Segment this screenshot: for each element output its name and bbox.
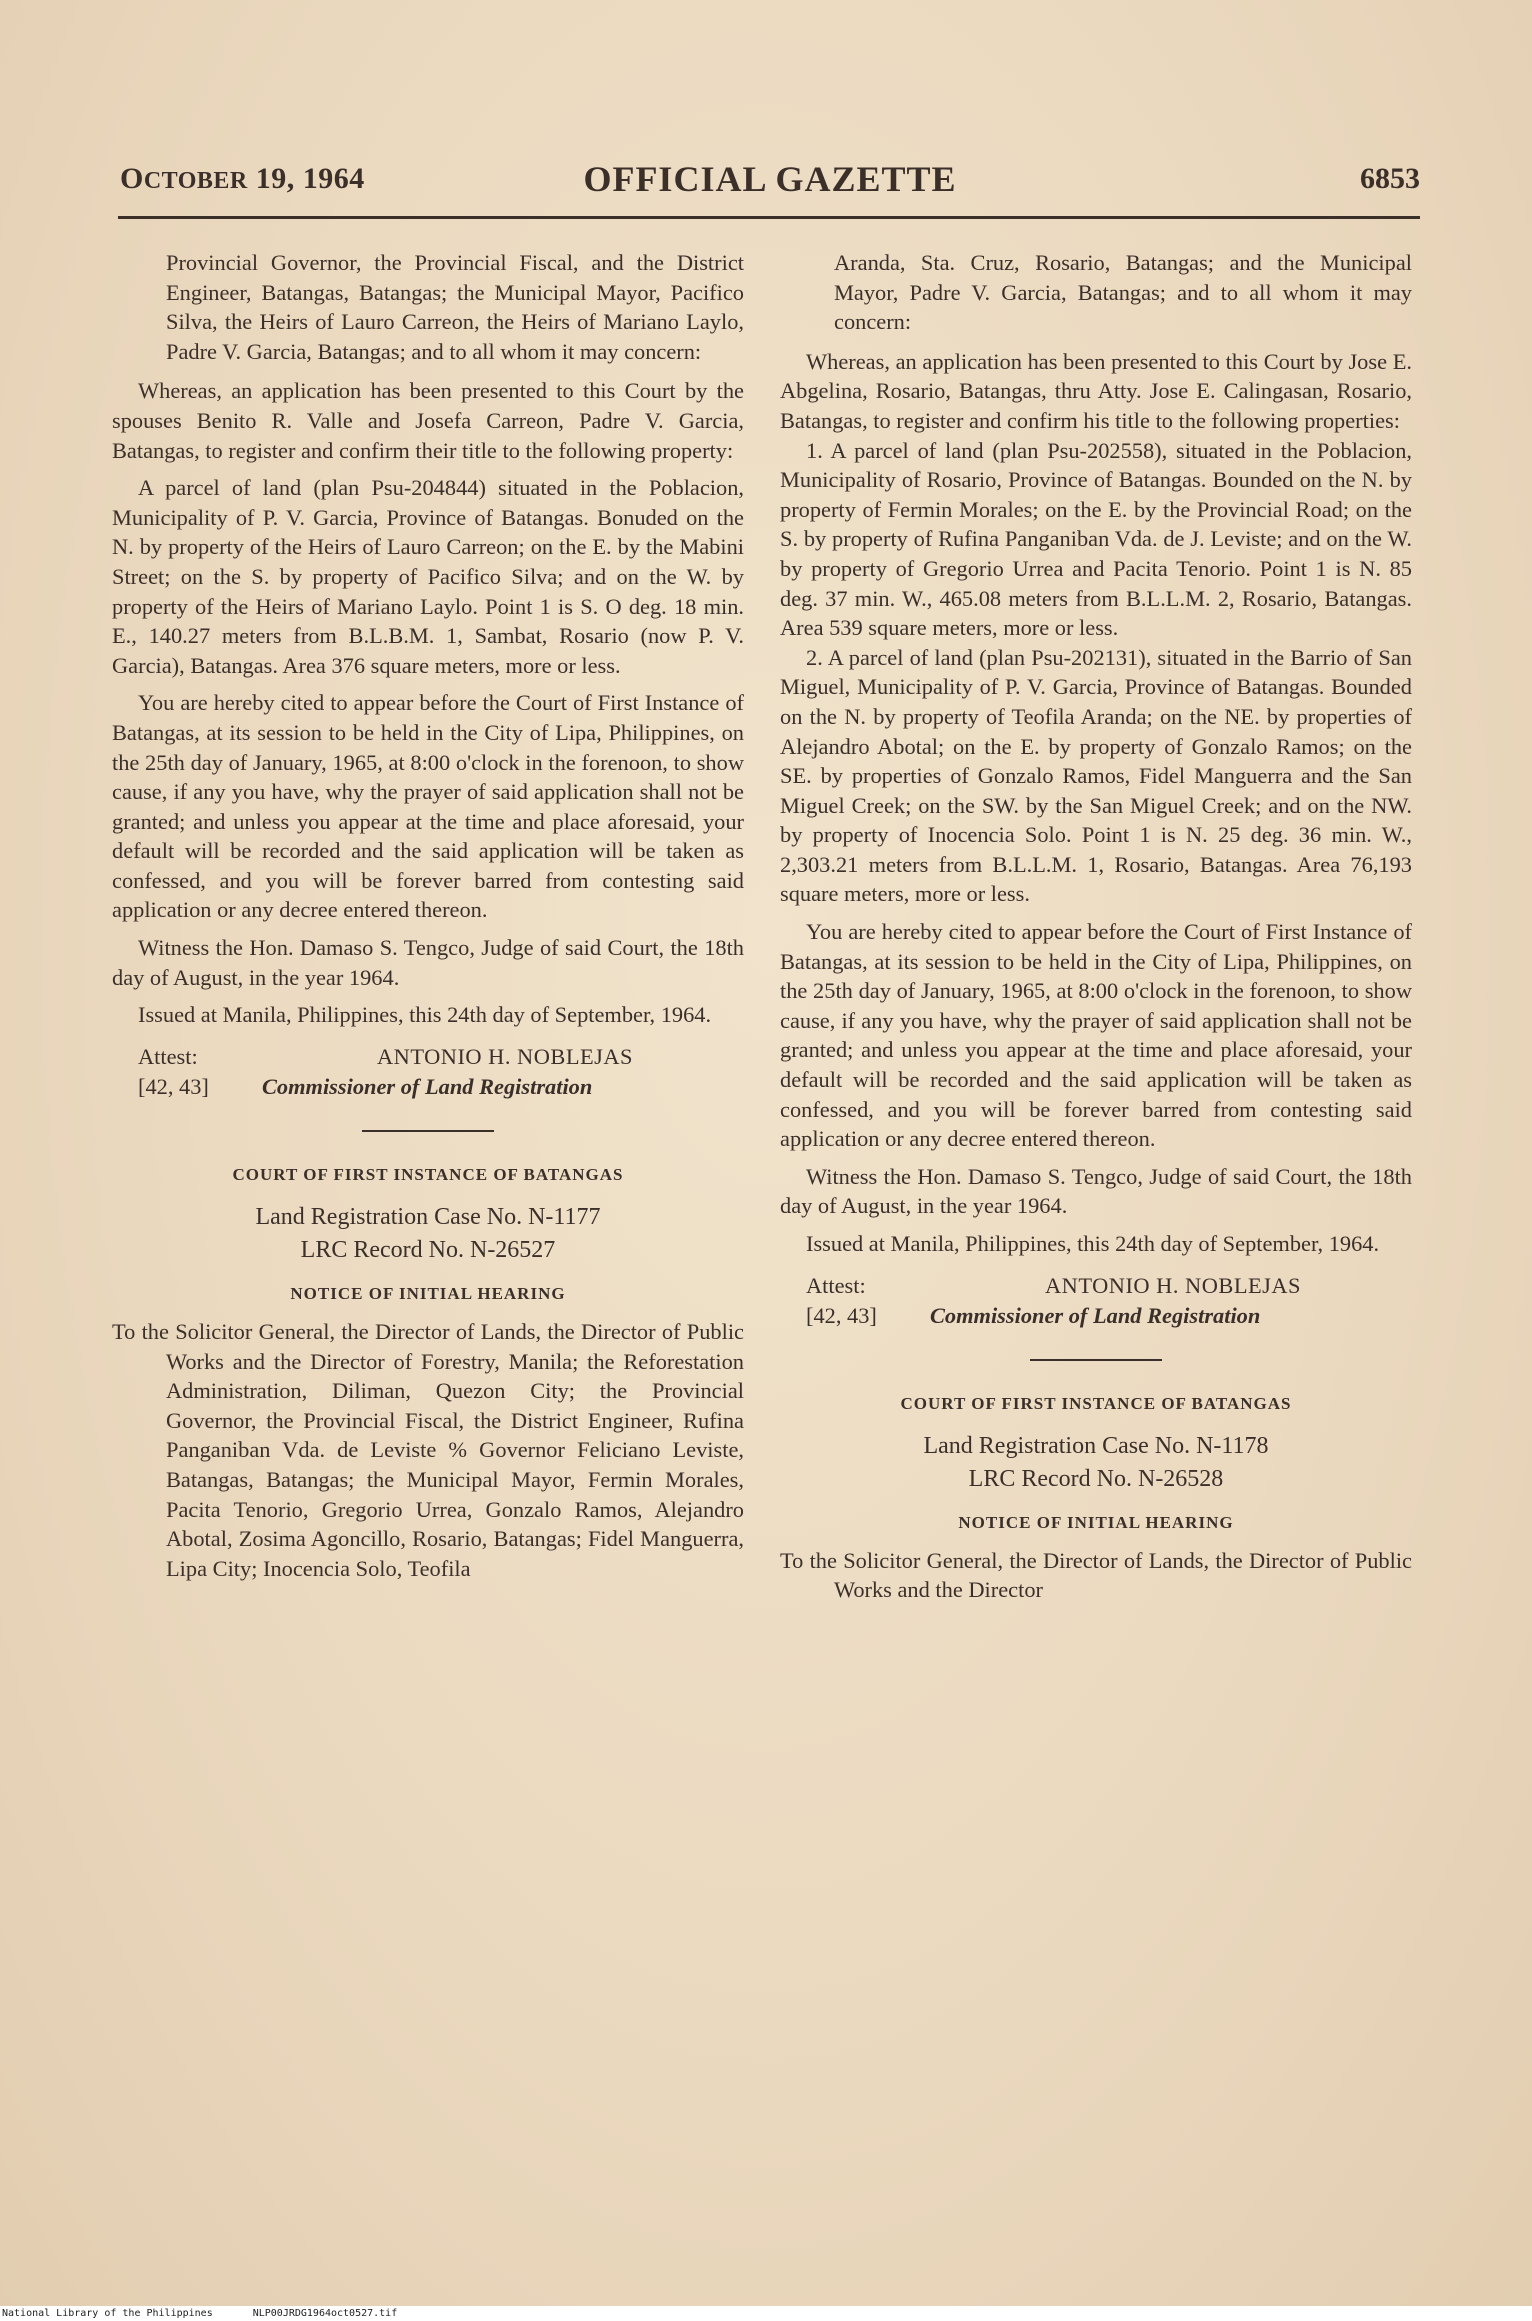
notice-heading: NOTICE OF INITIAL HEARING	[958, 1513, 1234, 1533]
footer-library: National Library of the Philippines	[2, 2308, 213, 2319]
court-heading: COURT OF FIRST INSTANCE OF BATANGAS	[232, 1164, 624, 1184]
right-column	[780, 248, 1412, 1605]
left-citation-paragraph: You are hereby cited to appear before the Court of First Instance of Batangas, at its session to be held in the City of Lipa, Philippines, on the 25th day of January, 1965, at 8:00 o'clock in the forenoon, to show cause, if any you have, why the prayer of said application shall not be granted; and unless you appear at the time and place aforesaid, your default will be recorded and the said application will be taken as confessed, and you will be forever barred from contesting said application or any decree entered thereon.	[112, 690, 744, 923]
right-addressees-continued: Aranda, Sta. Cruz, Rosario, Batangas; and the Municipal Mayor, Padre V. Garcia, Batangas; and to all whom it may concern:	[834, 250, 1412, 335]
footer-filename: NLP00JRDG1964oct0527.tif	[252, 2308, 398, 2319]
issue-date-day-year: 19, 1964	[247, 162, 365, 195]
header-rule	[118, 216, 1420, 219]
attest-office: Commissioner of Land Registration	[930, 1302, 1261, 1328]
left-column	[112, 248, 744, 1583]
attest-signatory: ANTONIO H. NOBLEJAS	[377, 1043, 634, 1069]
left-attestation	[112, 1040, 744, 1104]
page-number: 6853	[1360, 162, 1420, 195]
left-addressees-continued: Provincial Governor, the Provincial Fiscal, and the District Engineer, Batangas, Batangas; the Municipal Mayor, Pacifico Silva, the Heirs of Lauro Carreon, the Heirs of Mariano Laylo, Padre V. Garcia, Batangas; and to all whom it may concern:	[166, 250, 744, 364]
left-issued-paragraph: Issued at Manila, Philippines, this 24th day of September, 1964.	[138, 1002, 712, 1028]
left-parcel-description: A parcel of land (plan Psu-204844) situated in the Poblacion, Municipality of P. V. Garcia, Province of Batangas. Bonuded on the N. by property of the Heirs of Lauro Carreon; on the E. by the Mabini Street; on the S. by property of Pacifico Silva; and on the W. by property of the Heirs of Mariano Laylo. Point 1 is S. O deg. 18 min. E., 140.27 meters from B.L.B.M. 1, Sambat, Rosario (now P. V. Garcia), Batangas. Area 376 square meters, more or less.	[112, 475, 744, 678]
publication-title: OFFICIAL GAZETTE	[583, 159, 957, 199]
scan-footer	[0, 2306, 1532, 2321]
right-witness-paragraph: Witness the Hon. Damaso S. Tengco, Judge of said Court, the 18th day of August, in the year 1964.	[780, 1163, 1412, 1219]
attest-signatory: ANTONIO H. NOBLEJAS	[1045, 1272, 1302, 1298]
right-parcel-1: 1. A parcel of land (plan Psu-202558), situated in the Poblacion, Municipality of Rosario, Province of Batangas. Bounded on the N. by property of Fermin Morales; on the E. by the Provincial Road; on the S. by property of Rufina Panganiban Vda. de J. Leviste; and on the W. by property of Gregorio Urrea and Pacita Tenorio. Point 1 is N. 85 deg. 37 min. W., 465.08 meters from B.L.L.M. 2, Rosario, Batangas. Area 539 square meters, more or less.	[780, 437, 1412, 641]
right-citation-paragraph: You are hereby cited to appear before the Court of First Instance of Batangas, at its session to be held in the City of Lipa, Philippines, on the 25th day of January, 1965, at 8:00 o'clock in the forenoon, to show cause, if any you have, why the prayer of said application shall not be granted; and unless you appear at the time and place aforesaid, your default will be recorded and the said application will be taken as confessed, and you will be forever barred from contesting said application or any decree entered thereon.	[780, 919, 1412, 1152]
right-addressees: To the Solicitor General, the Director of Lands, the Director of Public Works and the Director	[780, 1547, 1412, 1603]
right-whereas-paragraph: Whereas, an application has been presented to this Court by Jose E. Abgelina, Rosario, Batangas, thru Atty. Jose E. Calingasan, Rosario, Batangas, to register and confirm his title to the following properties:	[780, 348, 1412, 433]
notice-heading: NOTICE OF INITIAL HEARING	[290, 1284, 566, 1304]
section-separator	[362, 1130, 494, 1132]
left-addressees: To the Solicitor General, the Director of Lands, the Director of Public Works and the Director of Forestry, Manila; the Reforestation Administration, Diliman, Quezon City; the Provincial Governor, the Provincial Fiscal, the District Engineer, Rufina Panganiban Vda. de Leviste % Governor Feliciano Leviste, Batangas, Batangas; the Municipal Mayor, Fermin Morales, Pacita Tenorio, Gregorio Urrea, Gonzalo Ramos, Alejandro Abotal, Zosima Agoncillo, Rosario, Batangas; Fidel Manguerra, Lipa City; Inocencia Solo, Teofila	[112, 1319, 744, 1581]
case-number: Land Registration Case No. N-1178	[923, 1433, 1269, 1460]
right-attestation	[780, 1269, 1412, 1333]
right-parcel-2: 2. A parcel of land (plan Psu-202131), situated in the Barrio of San Miguel, Municipality of P. V. Garcia, Province of Batangas. Bounded on the N. by property of Teofila Aranda; on the NE. by properties of Alejandro Abotal; on the E. by property of Gonzalo Ramos; on the SE. by properties of Gonzalo Ramos, Fidel Manguerra and the San Miguel Creek; on the SW. by the San Miguel Creek; and on the NW. by property of Inocencia Solo. Point 1 is N. 25 deg. 36 min. W., 2,303.21 meters from B.L.L.M. 1, Rosario, Batangas. Area 76,193 square meters, more or less.	[780, 644, 1412, 907]
left-whereas-paragraph: Whereas, an application has been presented to this Court by the spouses Benito R. Valle and Josefa Carreon, Padre V. Garcia, Batangas, to register and confirm their title to the following property:	[112, 378, 744, 463]
case-number: Land Registration Case No. N-1177	[255, 1204, 601, 1231]
issue-date-month: CTOBER	[143, 168, 248, 194]
attest-reference: [42, 43]	[138, 1073, 209, 1099]
attest-reference: [42, 43]	[806, 1302, 877, 1328]
issue-date-initial: O	[120, 162, 144, 195]
right-issued-paragraph: Issued at Manila, Philippines, this 24th day of September, 1964.	[806, 1231, 1380, 1256]
section-separator	[1030, 1359, 1162, 1361]
attest-label: Attest:	[138, 1043, 198, 1069]
lrc-record-number: LRC Record No. N-26527	[300, 1237, 556, 1264]
attest-office: Commissioner of Land Registration	[262, 1073, 593, 1099]
lrc-record-number: LRC Record No. N-26528	[968, 1466, 1224, 1493]
page-header	[120, 159, 1420, 212]
left-witness-paragraph: Witness the Hon. Damaso S. Tengco, Judge of said Court, the 18th day of August, in the year 1964.	[112, 935, 744, 990]
court-heading: COURT OF FIRST INSTANCE OF BATANGAS	[900, 1393, 1292, 1413]
attest-label: Attest:	[806, 1272, 866, 1298]
